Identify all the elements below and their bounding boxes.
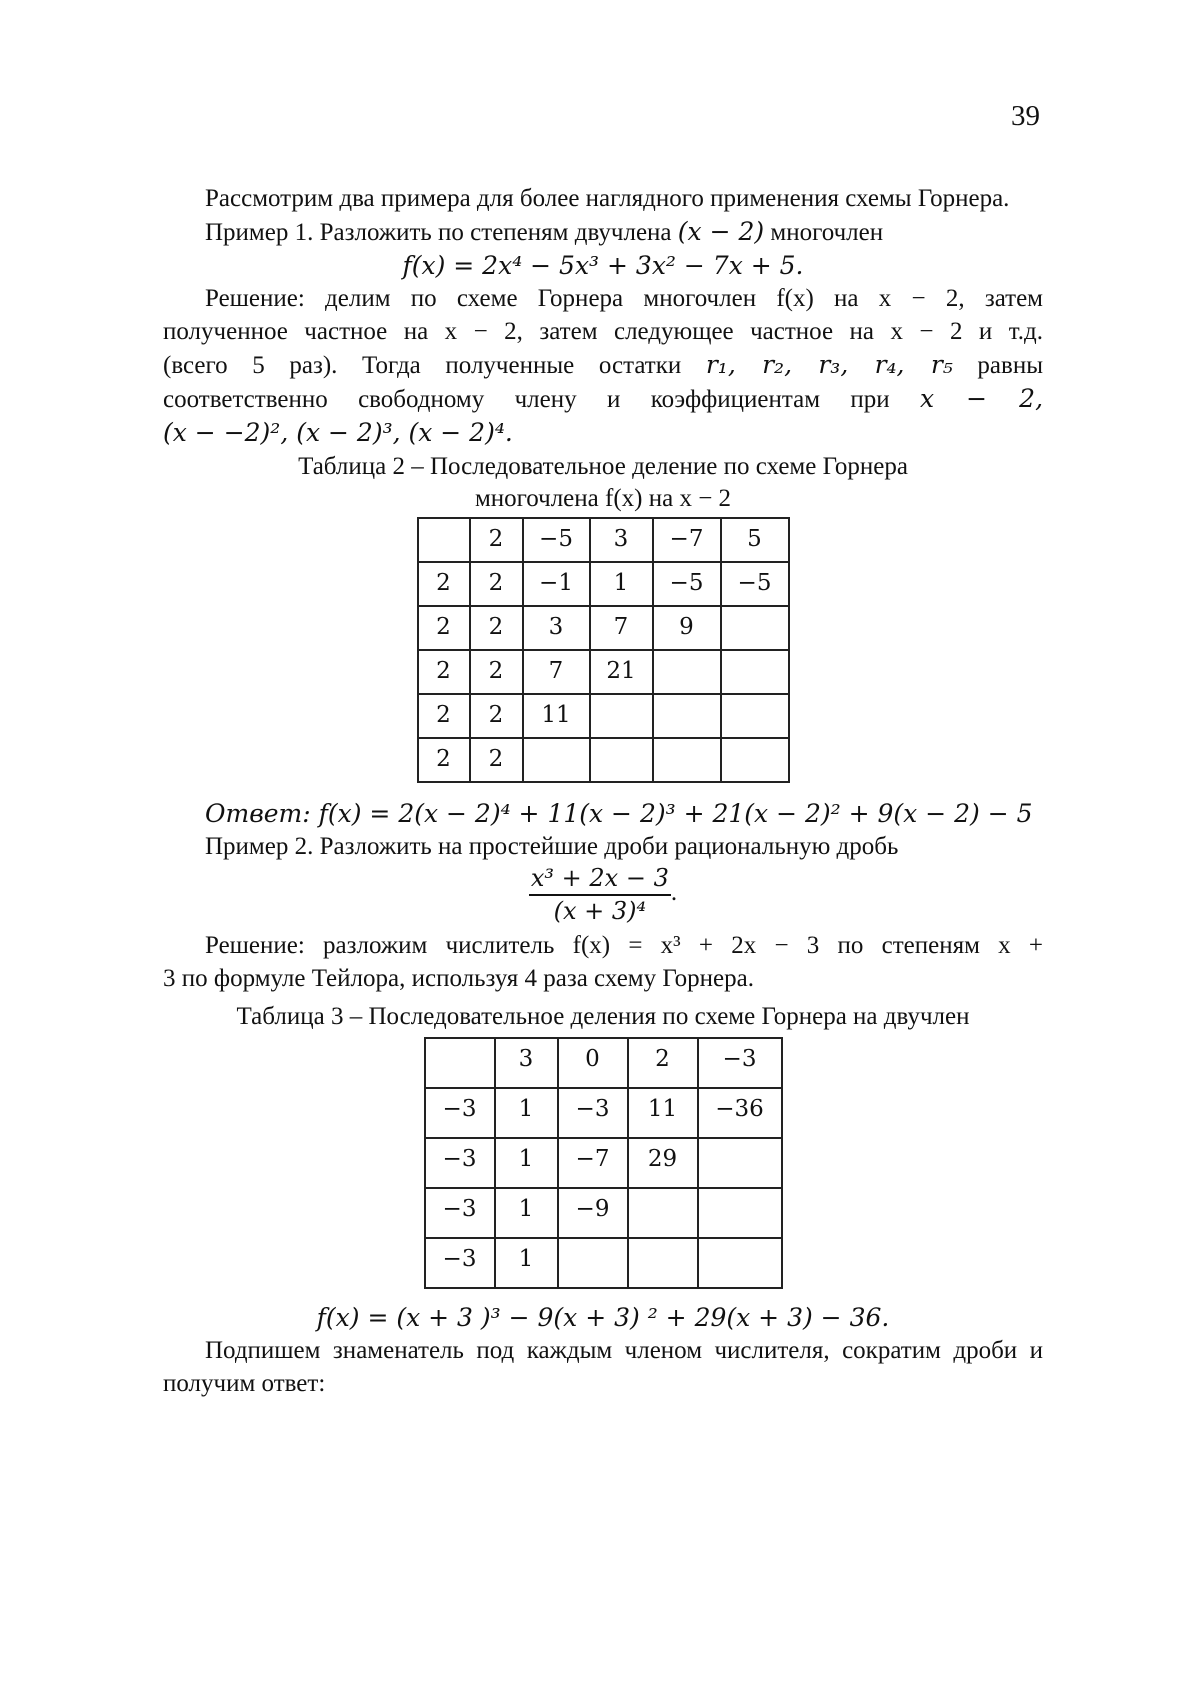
table-row	[418, 650, 789, 694]
table-cell: 3	[590, 518, 653, 562]
table-cell: 11	[523, 694, 590, 738]
table-cell	[628, 1238, 698, 1288]
table-cell: 9	[653, 606, 721, 650]
line3-word: раз).	[289, 352, 337, 379]
table-cell: −36	[698, 1088, 782, 1138]
table-cell: 1	[495, 1138, 558, 1188]
line4-word: коэффициентам	[651, 386, 820, 413]
table-cell	[721, 606, 789, 650]
table-cell: 1	[495, 1238, 558, 1288]
fraction	[529, 863, 671, 926]
table-row	[418, 694, 789, 738]
table-cell: 3	[523, 606, 590, 650]
table-row	[425, 1088, 782, 1138]
table-cell: −3	[425, 1088, 495, 1138]
table-row	[418, 738, 789, 782]
table-cell	[590, 738, 653, 782]
example1-solution-line5: (x − −2)², (x − 2)³, (x − 2)⁴.	[163, 416, 1043, 449]
table-cell: 2	[418, 694, 470, 738]
table-cell: −7	[653, 518, 721, 562]
table-cell	[653, 650, 721, 694]
table-cell: 21	[590, 650, 653, 694]
line3-word: Тогда	[362, 352, 421, 379]
table-cell	[558, 1238, 628, 1288]
example2-solution-line1: Решение: разложим числитель f(x) = x³ + 2x − 3 по степеням x +	[163, 929, 1043, 962]
table2-caption-line2: многочлена f(x) на x − 2	[163, 483, 1043, 515]
fraction-period: .	[671, 879, 677, 906]
line3-word: полученные	[445, 352, 574, 379]
line4-word: и	[607, 386, 620, 413]
page-number: 39	[940, 100, 1040, 133]
table-cell: 2	[418, 650, 470, 694]
example1-statement-text: Пример 1. Разложить по степеням двучлена	[205, 219, 672, 246]
table-cell: 7	[523, 650, 590, 694]
table-cell	[653, 694, 721, 738]
example1-statement-tail: многочлен	[770, 219, 883, 246]
table-cell: 2	[470, 518, 523, 562]
closing-paragraph: Подпишем знаменатель под каждым членом числителя, сократим дроби и получим ответ:	[163, 1334, 1043, 1400]
table-row	[425, 1138, 782, 1188]
example1-binomial: (x − 2)	[678, 217, 764, 246]
example1-answer: Ответ: f(x) = 2(x − 2)⁴ + 11(x − 2)³ + 21(x − 2)² + 9(x − 2) − 5	[163, 797, 1043, 830]
example2-statement: Пример 2. Разложить на простейшие дроби рациональную дробь	[163, 830, 1043, 863]
table-row	[418, 562, 789, 606]
example1-polynomial: f(x) = 2x⁴ − 5x³ + 3x² − 7x + 5.	[163, 249, 1043, 282]
table-cell: −3	[425, 1188, 495, 1238]
example2-solution-line2: 3 по формуле Тейлора, используя 4 раза схему Горнера.	[163, 962, 1043, 995]
table-row	[425, 1238, 782, 1288]
table-cell: −7	[558, 1138, 628, 1188]
line3-word: (всего	[163, 352, 228, 379]
table-cell: 1	[495, 1088, 558, 1138]
taylor-expansion: f(x) = (x + 3 )³ − 9(x + 3) ² + 29(x + 3) − 36.	[163, 1301, 1043, 1334]
example1-solution-line4	[163, 382, 1043, 416]
table-cell	[590, 694, 653, 738]
table2-caption-line1: Таблица 2 – Последовательное деление по схеме Горнера	[163, 451, 1043, 483]
table-cell	[698, 1138, 782, 1188]
line4-word: при	[850, 386, 889, 413]
table-cell: 2	[470, 694, 523, 738]
remainders-list: r₁, r₂, r₃, r₄, r₅	[706, 350, 953, 379]
table-cell: 11	[628, 1088, 698, 1138]
table-cell: 0	[558, 1038, 628, 1088]
table-cell: −3	[698, 1038, 782, 1088]
line3-word: остатки	[599, 352, 681, 379]
page-body	[163, 182, 1043, 1400]
rational-fraction	[163, 863, 1043, 929]
table-cell	[653, 738, 721, 782]
example1-statement	[163, 215, 1043, 249]
table-cell	[698, 1238, 782, 1288]
table-cell: 5	[721, 518, 789, 562]
table-cell: −5	[721, 562, 789, 606]
table-row	[418, 606, 789, 650]
line4-word: члену	[515, 386, 577, 413]
line3-word: равны	[977, 352, 1043, 379]
table-cell: −9	[558, 1188, 628, 1238]
table-cell	[721, 694, 789, 738]
table-cell: 1	[495, 1188, 558, 1238]
table-cell: 2	[418, 562, 470, 606]
line4-word: соответственно	[163, 386, 328, 413]
table-cell: 2	[418, 738, 470, 782]
table-cell: −3	[425, 1238, 495, 1288]
line4-binomial: x − 2,	[920, 384, 1043, 413]
example1-solution-line1: Решение: делим по схеме Горнера многочлен f(x) на x − 2, затем	[163, 282, 1043, 315]
table-cell: −3	[558, 1088, 628, 1138]
table-row	[425, 1038, 782, 1088]
table-cell	[721, 738, 789, 782]
table-cell: −5	[523, 518, 590, 562]
table-cell: 2	[470, 562, 523, 606]
table-cell: 1	[590, 562, 653, 606]
table-cell	[418, 518, 470, 562]
table-cell: 3	[495, 1038, 558, 1088]
table-cell	[698, 1188, 782, 1238]
intro-paragraph: Рассмотрим два примера для более наглядного применения схемы Горнера.	[163, 182, 1043, 215]
fraction-denominator: (x + 3)⁴	[529, 896, 671, 926]
line4-word: свободному	[358, 386, 484, 413]
table-cell: −5	[653, 562, 721, 606]
table-cell: 2	[470, 606, 523, 650]
table-cell	[721, 650, 789, 694]
table-cell: 2	[418, 606, 470, 650]
table-cell	[628, 1188, 698, 1238]
fraction-numerator: x³ + 2x − 3	[529, 863, 671, 896]
line3-word: 5	[252, 352, 265, 379]
table-cell: 2	[628, 1038, 698, 1088]
table-cell: 2	[470, 650, 523, 694]
example1-solution-line3	[163, 348, 1043, 382]
horner-table-3	[424, 1037, 783, 1289]
table-cell: −1	[523, 562, 590, 606]
table3-caption: Таблица 3 – Последовательное деления по схеме Горнера на двучлен	[163, 1001, 1043, 1033]
example1-solution-line2: полученное частное на x − 2, затем следующее частное на x − 2 и т.д.	[163, 315, 1043, 348]
table-cell	[523, 738, 590, 782]
table-cell: 7	[590, 606, 653, 650]
table-row	[425, 1188, 782, 1238]
table-cell: 29	[628, 1138, 698, 1188]
table-cell: −3	[425, 1138, 495, 1188]
table-cell	[425, 1038, 495, 1088]
table-row	[418, 518, 789, 562]
table-cell: 2	[470, 738, 523, 782]
horner-table-2	[417, 517, 790, 783]
